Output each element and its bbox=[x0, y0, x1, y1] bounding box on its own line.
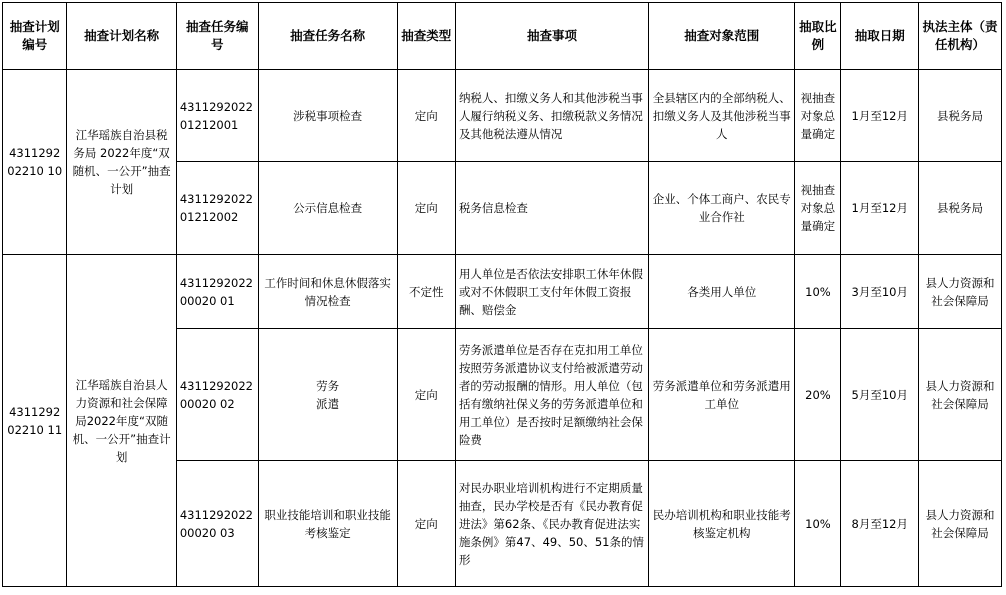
task-no-cell: 431129202200020 01 bbox=[176, 255, 258, 329]
task-name-cell: 公示信息检查 bbox=[258, 162, 397, 255]
plan-no-cell: 431129202210 10 bbox=[3, 70, 67, 255]
task-subject-cell: 县税务局 bbox=[919, 70, 1002, 162]
task-ratio-cell: 10% bbox=[795, 255, 841, 329]
task-ratio-cell: 10% bbox=[795, 461, 841, 587]
task-date-cell: 3月至10月 bbox=[841, 255, 919, 329]
task-item-cell: 对民办职业培训机构进行不定期质量抽查，民办学校是否有《民办教育促进法》第62条、《民办教育促进法实施条例》第47、49、50、51条的情形 bbox=[455, 461, 648, 587]
task-item-cell: 劳务派遣单位是否存在克扣用工单位按照劳务派遣协议支付给被派遣劳动者的劳动报酬的情形。用人单位（包括有缴纳社保义务的劳务派遣单位和用工单位）是否按时足额缴纳社会保险费 bbox=[455, 329, 648, 461]
task-subject-cell: 县人力资源和社会保障局 bbox=[919, 329, 1002, 461]
task-date-cell: 5月至10月 bbox=[841, 329, 919, 461]
table-row bbox=[3, 255, 1002, 329]
plan-name-cell: 江华瑶族自治县税务局 2022年度“双随机、一公开”抽查计划 bbox=[67, 70, 176, 255]
task-name-cell: 劳务 派遣 bbox=[258, 329, 397, 461]
task-name-cell: 工作时间和休息休假落实情况检查 bbox=[258, 255, 397, 329]
task-date-cell: 8月至12月 bbox=[841, 461, 919, 587]
task-scope-cell: 企业、个体工商户、农民专业合作社 bbox=[649, 162, 795, 255]
task-scope-cell: 劳务派遣单位和劳务派遣用工单位 bbox=[649, 329, 795, 461]
header-type: 抽查类型 bbox=[397, 3, 455, 70]
task-no-cell: 431129202200020 02 bbox=[176, 329, 258, 461]
task-ratio-cell: 视抽查对象总量确定 bbox=[795, 70, 841, 162]
task-item-cell: 纳税人、扣缴义务人和其他涉税当事人履行纳税义务、扣缴税款义务情况及其他税法遵从情况 bbox=[455, 70, 648, 162]
task-no-cell: 431129202200020 03 bbox=[176, 461, 258, 587]
plan-name-cell: 江华瑶族自治县人力资源和社会保障局2022年度“双随机、一公开”抽查计划 bbox=[67, 255, 176, 587]
task-date-cell: 1月至12月 bbox=[841, 162, 919, 255]
task-ratio-cell: 视抽查对象总量确定 bbox=[795, 162, 841, 255]
task-type-cell: 定向 bbox=[397, 162, 455, 255]
task-no-cell: 431129202201212002 bbox=[176, 162, 258, 255]
header-ratio: 抽取比例 bbox=[795, 3, 841, 70]
header-date: 抽取日期 bbox=[841, 3, 919, 70]
task-subject-cell: 县税务局 bbox=[919, 162, 1002, 255]
task-name-cell: 涉税事项检查 bbox=[258, 70, 397, 162]
task-type-cell: 定向 bbox=[397, 461, 455, 587]
task-subject-cell: 县人力资源和社会保障局 bbox=[919, 461, 1002, 587]
header-item: 抽查事项 bbox=[455, 3, 648, 70]
task-scope-cell: 各类用人单位 bbox=[649, 255, 795, 329]
task-ratio-cell: 20% bbox=[795, 329, 841, 461]
header-row bbox=[3, 3, 1002, 70]
plan-table-wrapper bbox=[2, 2, 1002, 587]
task-subject-cell: 县人力资源和社会保障局 bbox=[919, 255, 1002, 329]
header-task-no: 抽查任务编号 bbox=[176, 3, 258, 70]
header-plan-name: 抽查计划名称 bbox=[67, 3, 176, 70]
task-type-cell: 不定性 bbox=[397, 255, 455, 329]
task-item-cell: 税务信息检查 bbox=[455, 162, 648, 255]
task-type-cell: 定向 bbox=[397, 329, 455, 461]
header-scope: 抽查对象范围 bbox=[649, 3, 795, 70]
task-no-cell: 431129202201212001 bbox=[176, 70, 258, 162]
task-item-cell: 用人单位是否依法安排职工休年休假或对不休假职工支付年休假工资报酬、赔偿金 bbox=[455, 255, 648, 329]
task-scope-cell: 全县辖区内的全部纳税人、扣缴义务人及其他涉税当事人 bbox=[649, 70, 795, 162]
plan-no-cell: 431129202210 11 bbox=[3, 255, 67, 587]
header-task-name: 抽查任务名称 bbox=[258, 3, 397, 70]
task-scope-cell: 民办培训机构和职业技能考核鉴定机构 bbox=[649, 461, 795, 587]
header-subject: 执法主体（责任机构） bbox=[919, 3, 1002, 70]
task-name-cell: 职业技能培训和职业技能考核鉴定 bbox=[258, 461, 397, 587]
task-type-cell: 定向 bbox=[397, 70, 455, 162]
table-row bbox=[3, 70, 1002, 162]
task-date-cell: 1月至12月 bbox=[841, 70, 919, 162]
header-plan-no: 抽查计划编号 bbox=[3, 3, 67, 70]
inspection-plan-table bbox=[2, 2, 1002, 587]
